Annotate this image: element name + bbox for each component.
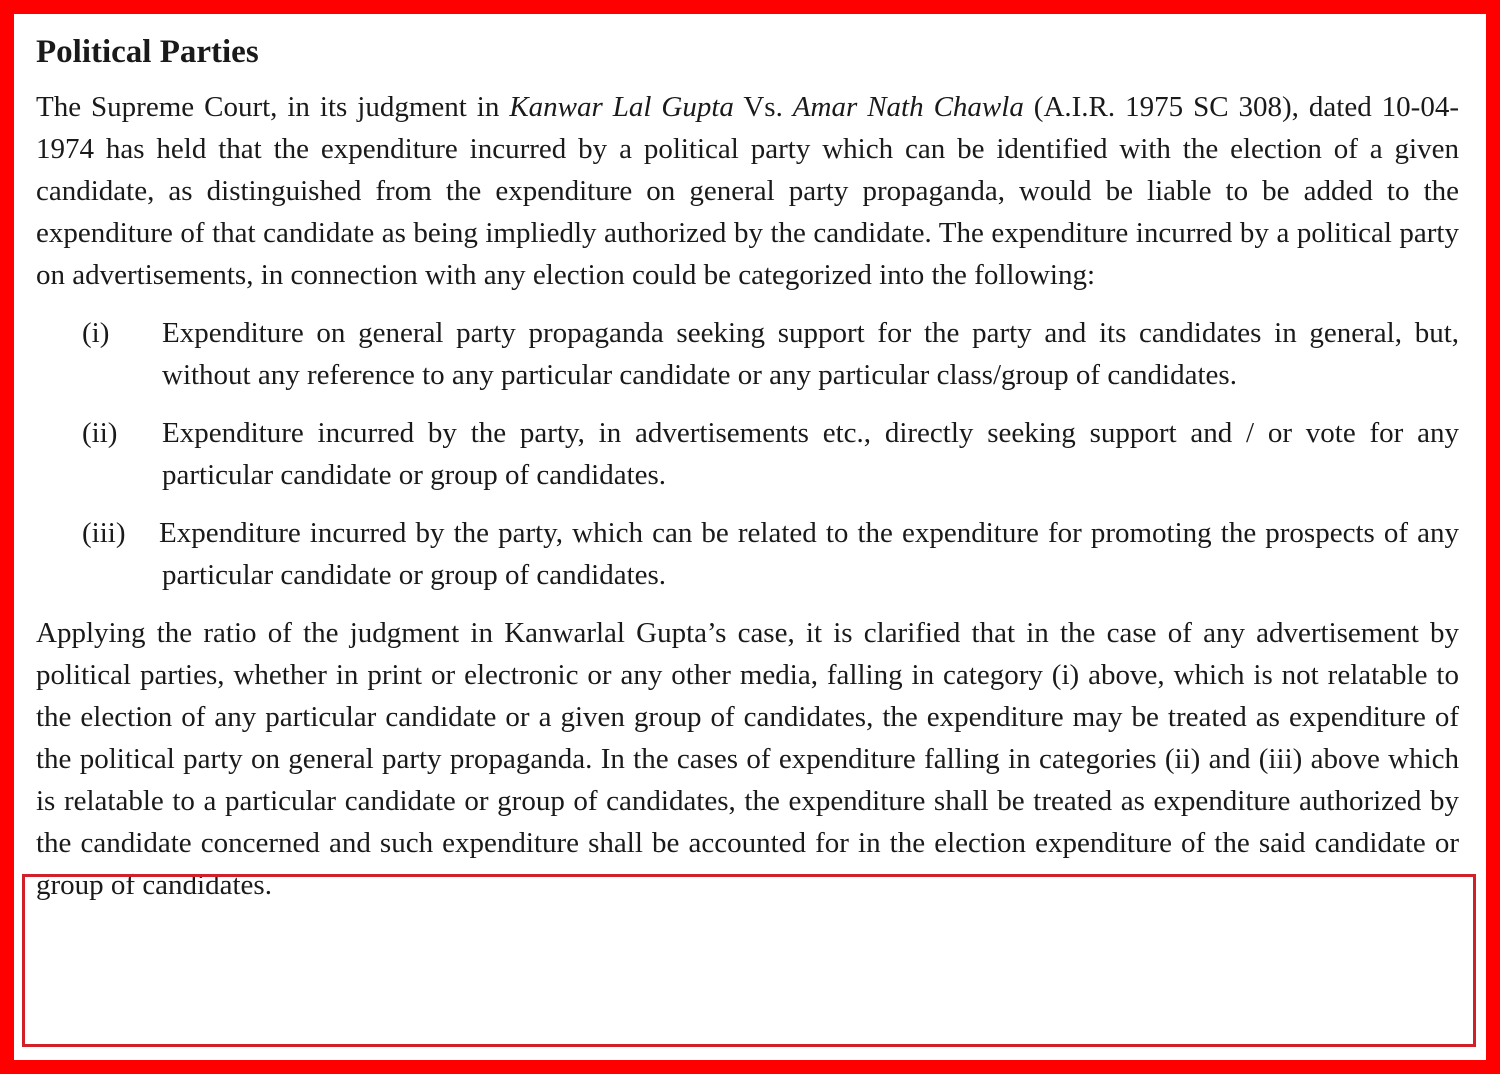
intro-text-2: (A.I.R. 1975 SC 308), dated 10-04-1974 has held that the expenditure incurred by a political party which can be identified with the election of a given candidate, as distinguished from the expenditure on general party propaganda, would be liable to be added to the expenditure of that candidate as being impliedly authorized by the candidate. The expenditure incurred by a political party on advertisements, in connection with any election could be categorized into the following:	[36, 91, 1459, 291]
paragraph-clarification: Applying the ratio of the judgment in Kanwarlal Gupta’s case, it is clarified that in the case of any advertisement by political parties, whether in print or electronic or any other media, falling in category (i) above, which is not relatable to the election of any particular candidate or a given group of candidates, the expenditure may be treated as expenditure of the political party on general party propaganda. In the cases of expenditure falling in categories (ii) and (iii) above which is relatable to a particular candidate or group of candidates, the expenditure shall be treated as expenditure authorized by the candidate concerned and such expenditure shall be accounted for in the election expenditure of the said candidate or group of candidates.	[36, 617, 1459, 901]
section-heading: Political Parties	[36, 34, 259, 70]
case-party-a: Kanwar Lal Gupta	[509, 91, 734, 123]
list-item-number: (iii)	[82, 517, 126, 549]
list-item-text: Expenditure incurred by the party, in advertisements etc., directly seeking support and / or vote for any particular candidate or group of candidates.	[162, 417, 1459, 491]
document-excerpt	[36, 26, 1459, 906]
list-item-number: (i)	[82, 317, 110, 349]
list-item	[36, 512, 1459, 596]
intro-text-1: The Supreme Court, in its judgment in	[36, 91, 510, 123]
list-item-text: Expenditure on general party propaganda seeking support for the party and its candidates in general, but, without any reference to any particular candidate or any particular class/group of candidates.	[162, 317, 1459, 391]
list-item-text: Expenditure incurred by the party, which can be related to the expenditure for promoting the prospects of any particular candidate or group of candidates.	[159, 517, 1459, 591]
paragraph-intro	[36, 86, 1459, 296]
versus-text: Vs.	[733, 91, 793, 123]
list-item	[36, 312, 1459, 396]
list-item	[36, 412, 1459, 496]
case-party-b: Amar Nath Chawla	[792, 91, 1024, 123]
list-item-number: (ii)	[82, 417, 118, 449]
category-list	[36, 312, 1459, 596]
